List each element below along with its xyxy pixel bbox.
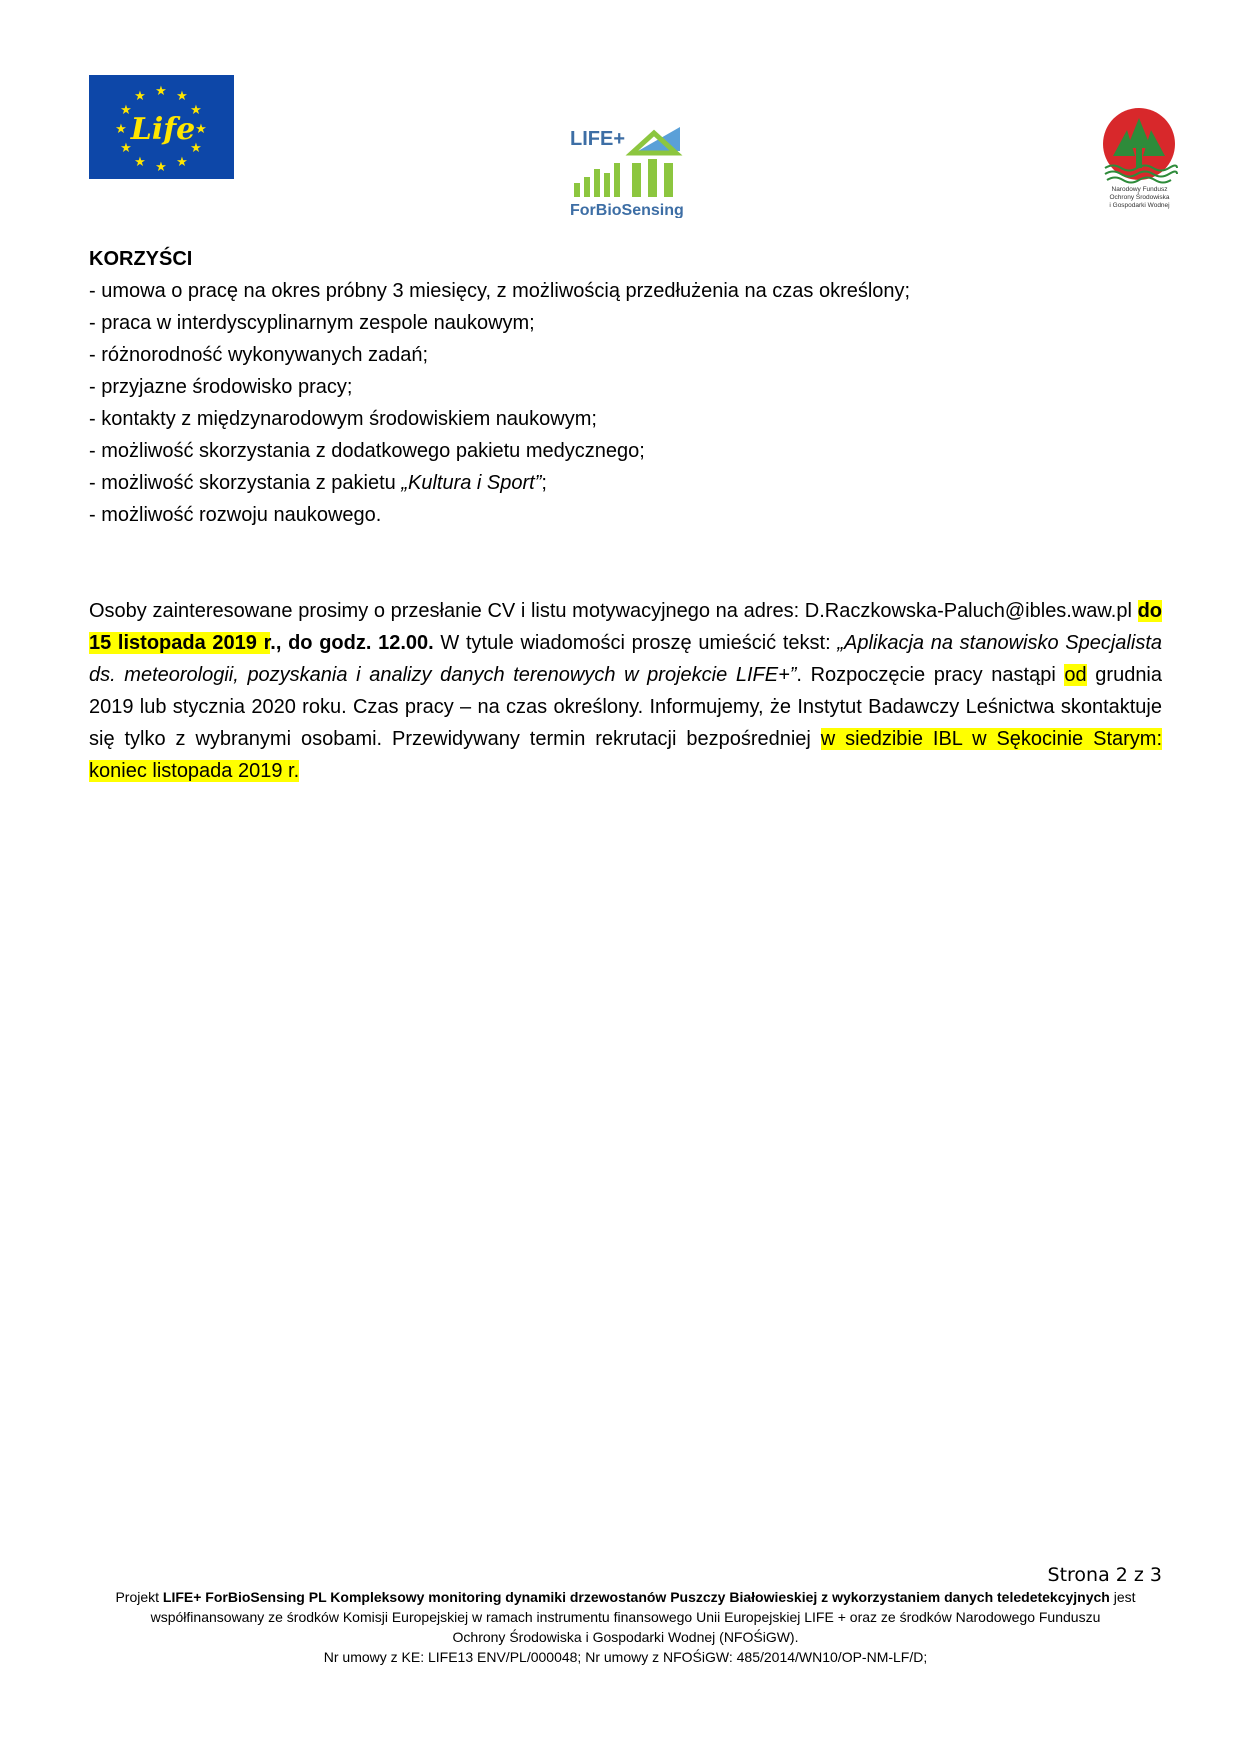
list-item: - praca w interdyscyplinarnym zespole naukowym; (89, 312, 535, 334)
footer (89, 1587, 1162, 1667)
conditions-text: grudnia 2019 lub stycznia 2020 roku. Czas pracy – na czas określony. Informujemy, że Instytut Badawczy Leśnictwa skontaktuje się tylko z wybranymi osobami. Przewidywany termin rekrutacji bezpośredniej (89, 664, 1163, 750)
life-logo-text: Life (130, 112, 196, 147)
location-highlight: w siedzibie IBL w Sękocinie Starym: koniec listopada 2019 r. (89, 728, 1162, 782)
start-text: . Rozpoczęcie pracy nastąpi (796, 664, 1065, 686)
deadline-highlight: do 15 listopada 2019 r (89, 600, 1162, 654)
list-item: - umowa o pracę na okres próbny 3 miesięcy, z możliwością przedłużenia na czas określony; (89, 280, 911, 302)
section-heading: KORZYŚCI (89, 248, 193, 270)
svg-text:★: ★ (155, 83, 167, 98)
main-content (89, 243, 1162, 787)
footer-line (89, 1587, 1162, 1607)
list-item (89, 467, 1162, 499)
nfosigw-caption (1097, 186, 1182, 210)
list-item: - przyjazne środowisko pracy; (89, 376, 353, 398)
list-item: - kontakty z międzynarodowym środowiskiem naukowym; (89, 408, 597, 430)
forbiosensing-logo-bottom: ForBioSensing (570, 202, 684, 218)
forbiosensing-logo-top: LIFE+ (570, 128, 626, 150)
footer-project-title: LIFE+ ForBioSensing PL Kompleksowy monitoring dynamiki drzewostanów Puszczy Białowieskiej z wykorzystaniem danych teledetekcyjnych (162, 1589, 1110, 1605)
od-highlight: od (1064, 664, 1087, 686)
svg-text:★: ★ (134, 154, 146, 169)
application-intro-text: Osoby zainteresowane prosimy o przesłanie CV i listu motywacyjnego na adres: D.Raczkowska-Paluch@ibles.waw.pl (89, 600, 1132, 622)
list-item: - możliwość rozwoju naukowego. (89, 504, 382, 526)
list-item: - różnorodność wykonywanych zadań; (89, 344, 429, 366)
svg-text:★: ★ (176, 88, 188, 103)
list-item-end: ; (541, 472, 547, 494)
svg-text:★: ★ (195, 121, 207, 136)
svg-text:★: ★ (120, 140, 132, 155)
svg-text:★: ★ (134, 88, 146, 103)
footer-line: Ochrony Środowiska i Gospodarki Wodnej (NFOŚiGW). (452, 1629, 799, 1645)
forest-icon (570, 123, 685, 218)
svg-text:★: ★ (120, 102, 132, 117)
svg-text:★: ★ (176, 154, 188, 169)
benefits-list (89, 275, 1162, 531)
eu-flag-icon (89, 75, 234, 179)
svg-text:★: ★ (190, 140, 202, 155)
forbiosensing-logo (570, 123, 685, 218)
list-item-text: - możliwość skorzystania z pakietu (89, 472, 402, 494)
nfosigw-caption-line: Ochrony Środowiska (1109, 194, 1170, 201)
application-paragraph (89, 595, 1162, 787)
svg-text:★: ★ (190, 102, 202, 117)
kultura-sport-text: „Kultura i Sport” (401, 472, 542, 494)
nfosigw-caption-line: i Gospodarki Wodnej (1109, 202, 1170, 209)
svg-text:★: ★ (115, 121, 127, 136)
footer-line: Nr umowy z KE: LIFE13 ENV/PL/000048; Nr umowy z NFOŚiGW: 485/2014/WN10/OP-NM-LF/D; (323, 1649, 928, 1665)
email-title-text: „Aplikacja na stanowisko Specjalista ds. meteorologii, pozyskania i analizy danych terenowych w projekcie LIFE+” (89, 632, 1162, 686)
page-number: Strona 2 z 3 (1047, 1564, 1162, 1586)
tree-seal-icon (1097, 106, 1182, 186)
footer-line: współfinansowany ze środków Komisji Europejskiej w ramach instrumentu finansowego Unii Europejskiej LIFE + oraz ze środków Narodowego Funduszu (150, 1609, 1101, 1625)
footer-project-suffix: jest (1109, 1589, 1136, 1605)
eu-life-logo (89, 75, 234, 179)
footer-project-prefix: Projekt (115, 1589, 163, 1605)
svg-text:★: ★ (155, 159, 167, 174)
deadline-time: ., do godz. 12.00. (270, 632, 434, 654)
list-item: - możliwość skorzystania z dodatkowego pakietu medycznego; (89, 440, 645, 462)
title-instruction-text: W tytule wiadomości proszę umieścić tekst: (433, 632, 838, 654)
nfosigw-logo (1097, 106, 1182, 224)
nfosigw-caption-line: Narodowy Fundusz (1111, 186, 1168, 193)
